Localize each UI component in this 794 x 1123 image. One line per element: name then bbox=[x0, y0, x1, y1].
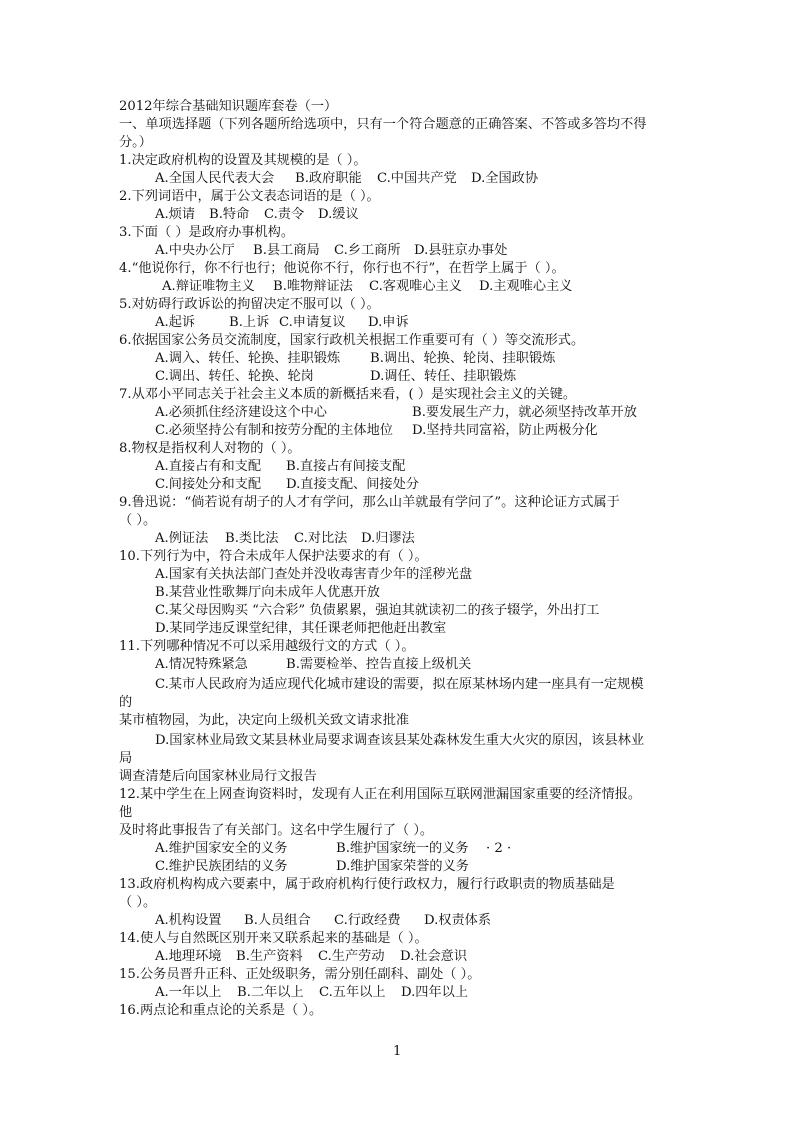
question-stem-cont: 及时将此事报告了有关部门。这名中学生履行了（ ）。 bbox=[119, 823, 434, 838]
option-c: C.必须坚持公有制和按劳分配的主体地位 bbox=[155, 423, 393, 438]
page-marker: · 2 · bbox=[486, 841, 512, 856]
option-c: C.客观唯心主义 bbox=[369, 279, 462, 294]
question-stem: 11.下列哪种情况不可以采用越级行文的方式（ ）。 bbox=[119, 639, 415, 654]
option-a: A.全国人民代表大会 bbox=[155, 171, 275, 186]
section-heading: 一、单项选择题（下列各题所给选项中，只有一个符合题意的正确答案、不答或多答均不得 bbox=[119, 117, 647, 132]
option-a: A.直接占有和支配 bbox=[155, 459, 262, 474]
question-stem: 9.鲁迅说：“倘若说有胡子的人才有学问，那么山羊就最有学问了”。这种论证方式属于 bbox=[119, 495, 620, 510]
question-stem: 1.决定政府机构的设置及其规模的是（ ）。 bbox=[119, 153, 367, 168]
option-c: C.某市人民政府为适应现代化城市建设的需要，拟在原某林场内建一座具有一定规模 bbox=[155, 677, 644, 692]
option-b: B.要发展生产力，就必须坚持改革开放 bbox=[412, 405, 637, 420]
option-c: C.五年以上 bbox=[319, 985, 386, 1000]
question-stem: 15.公务员晋升正科、正处级职务，需分别任副科、副处（ ）。 bbox=[119, 967, 481, 982]
question-stem: 13.政府机构构成六要素中，属于政府机构行使行政权力，履行行政职责的物质基础是 bbox=[119, 877, 615, 892]
question-stem: 7.从邓小平同志关于社会主义本质的新概括来看，( ）是实现社会主义的关键。 bbox=[119, 387, 577, 402]
page-number: 1 bbox=[393, 1044, 402, 1059]
option-b: B.二年以上 bbox=[237, 985, 304, 1000]
option-b: B.特命 bbox=[209, 207, 250, 222]
option-d: D.缓议 bbox=[318, 207, 359, 222]
option-c: C.乡工商所 bbox=[334, 243, 401, 258]
option-d: D.坚持共同富裕，防止两极分化 bbox=[412, 423, 598, 438]
option-d-cont: 调查清楚后向国家林业局行文报告 bbox=[119, 769, 317, 784]
option-a: A.机构设置 bbox=[155, 913, 222, 928]
option-a: A.调入、转任、轮换、挂职锻炼 bbox=[155, 351, 341, 366]
option-a: A.必须抓住经济建设这个中心 bbox=[155, 405, 327, 420]
option-c-cont: 的 bbox=[119, 695, 133, 710]
question-stem: 6.依据国家公务员交流制度，国家行政机关根据工作重要可有（ ）等交流形式。 bbox=[119, 333, 585, 348]
option-a: A.国家有关执法部门查处并没收毒害青少年的淫秽光盘 bbox=[155, 567, 473, 582]
option-d: D.申诉 bbox=[368, 315, 409, 330]
question-stem: 12.某中学生在上网查询资料时，发现有人正在利用国际互联网泄漏国家重要的经济情报。 bbox=[119, 787, 642, 802]
option-d: D.四年以上 bbox=[401, 985, 469, 1000]
option-d: D.全国政协 bbox=[471, 171, 539, 186]
option-b: B.维护国家统一的义务 bbox=[336, 841, 469, 856]
option-d: D.主观唯心主义 bbox=[479, 279, 573, 294]
option-a: A.起诉 bbox=[155, 315, 196, 330]
option-a: A.例证法 bbox=[155, 531, 209, 546]
option-c: C.生产劳动 bbox=[318, 949, 385, 964]
question-stem-cont: （ ）。 bbox=[119, 513, 157, 528]
option-c: C.申请复议 bbox=[279, 315, 346, 330]
option-a: A.维护国家安全的义务 bbox=[155, 841, 288, 856]
option-c: C.对比法 bbox=[294, 531, 348, 546]
option-b: B.某营业性歌舞厅向未成年人优惠开放 bbox=[155, 585, 380, 600]
option-b: B.县工商局 bbox=[253, 243, 320, 258]
question-stem: 5.对妨碍行政诉讼的拘留决定不服可以（ ）。 bbox=[119, 297, 380, 312]
option-c: C.中国共产党 bbox=[377, 171, 457, 186]
option-b: B.调出、轮换、轮岗、挂职锻炼 bbox=[370, 351, 556, 366]
option-b: B.生产资料 bbox=[236, 949, 303, 964]
question-stem-cont: （ ）。 bbox=[119, 895, 157, 910]
question-stem: 4.“他说你行，你不行也行；他说你不行，你行也不行”，在哲学上属于（ ）。 bbox=[119, 261, 565, 276]
option-c-cont: 某市植物园，为此，决定向上级机关致文请求批准 bbox=[119, 713, 410, 728]
option-c: C.某父母因购买 “六合彩” 负债累累，强迫其就读初二的孩子辍学，外出打工 bbox=[155, 603, 600, 618]
option-c: C.间接处分和支配 bbox=[155, 477, 262, 492]
question-stem: 10.下列行为中，符合未成年人保护法要求的有（ ）。 bbox=[119, 549, 428, 564]
option-b: B.上诉 bbox=[229, 315, 270, 330]
question-stem: 16.两点论和重点论的关系是（ ）。 bbox=[119, 1003, 323, 1018]
option-d: D.国家林业局致文某县林业局要求调查该县某处森林发生重大火灾的原因，该县林业 bbox=[155, 733, 645, 748]
option-b: B.人员组合 bbox=[244, 913, 311, 928]
option-c: C.行政经费 bbox=[334, 913, 401, 928]
section-heading-cont: 分。） bbox=[119, 135, 152, 150]
question-stem: 3.下面（ ）是政府办事机构。 bbox=[119, 225, 295, 240]
option-a: A.烦请 bbox=[155, 207, 196, 222]
option-b: B.类比法 bbox=[225, 531, 279, 546]
option-d: D.归谬法 bbox=[361, 531, 415, 546]
option-d-cont: 局 bbox=[119, 751, 133, 766]
option-c: C.调出、转任、轮换、轮岗 bbox=[155, 369, 314, 384]
option-d: D.社会意识 bbox=[400, 949, 468, 964]
option-d: D.某同学违反课堂纪律，其任课老师把他赶出教室 bbox=[155, 621, 447, 636]
option-c: C.责令 bbox=[264, 207, 305, 222]
question-stem: 14.使人与自然既区别开来又联系起来的基础是（ ）。 bbox=[119, 931, 428, 946]
option-d: D.维护国家荣誉的义务 bbox=[336, 859, 469, 874]
option-b: B.政府职能 bbox=[295, 171, 362, 186]
question-stem: 8.物权是指权利人对物的（ ）。 bbox=[119, 441, 301, 456]
option-d: D.直接支配、间接处分 bbox=[286, 477, 419, 492]
document-title: 2012年综合基础知识题库套卷（一） bbox=[119, 99, 338, 114]
question-stem-cont: 他 bbox=[119, 805, 133, 820]
option-b: B.需要检举、控告直接上级机关 bbox=[286, 657, 472, 672]
question-stem: 2.下列词语中，属于公文表态词语的是（ ）。 bbox=[119, 189, 380, 204]
option-d: D.权责体系 bbox=[424, 913, 492, 928]
option-a: A.地理环境 bbox=[155, 949, 222, 964]
option-a: A.一年以上 bbox=[155, 985, 222, 1000]
option-a: A.情况特殊紧急 bbox=[155, 657, 248, 672]
option-b: B.直接占有间接支配 bbox=[286, 459, 406, 474]
option-a: A.辩证唯物主义 bbox=[162, 279, 255, 294]
option-c: C.维护民族团结的义务 bbox=[155, 859, 288, 874]
option-d: D.调任、转任、挂职锻炼 bbox=[370, 369, 517, 384]
option-b: B.唯物辩证法 bbox=[273, 279, 353, 294]
option-d: D.县驻京办事处 bbox=[414, 243, 508, 258]
option-a: A.中央办公厅 bbox=[155, 243, 235, 258]
